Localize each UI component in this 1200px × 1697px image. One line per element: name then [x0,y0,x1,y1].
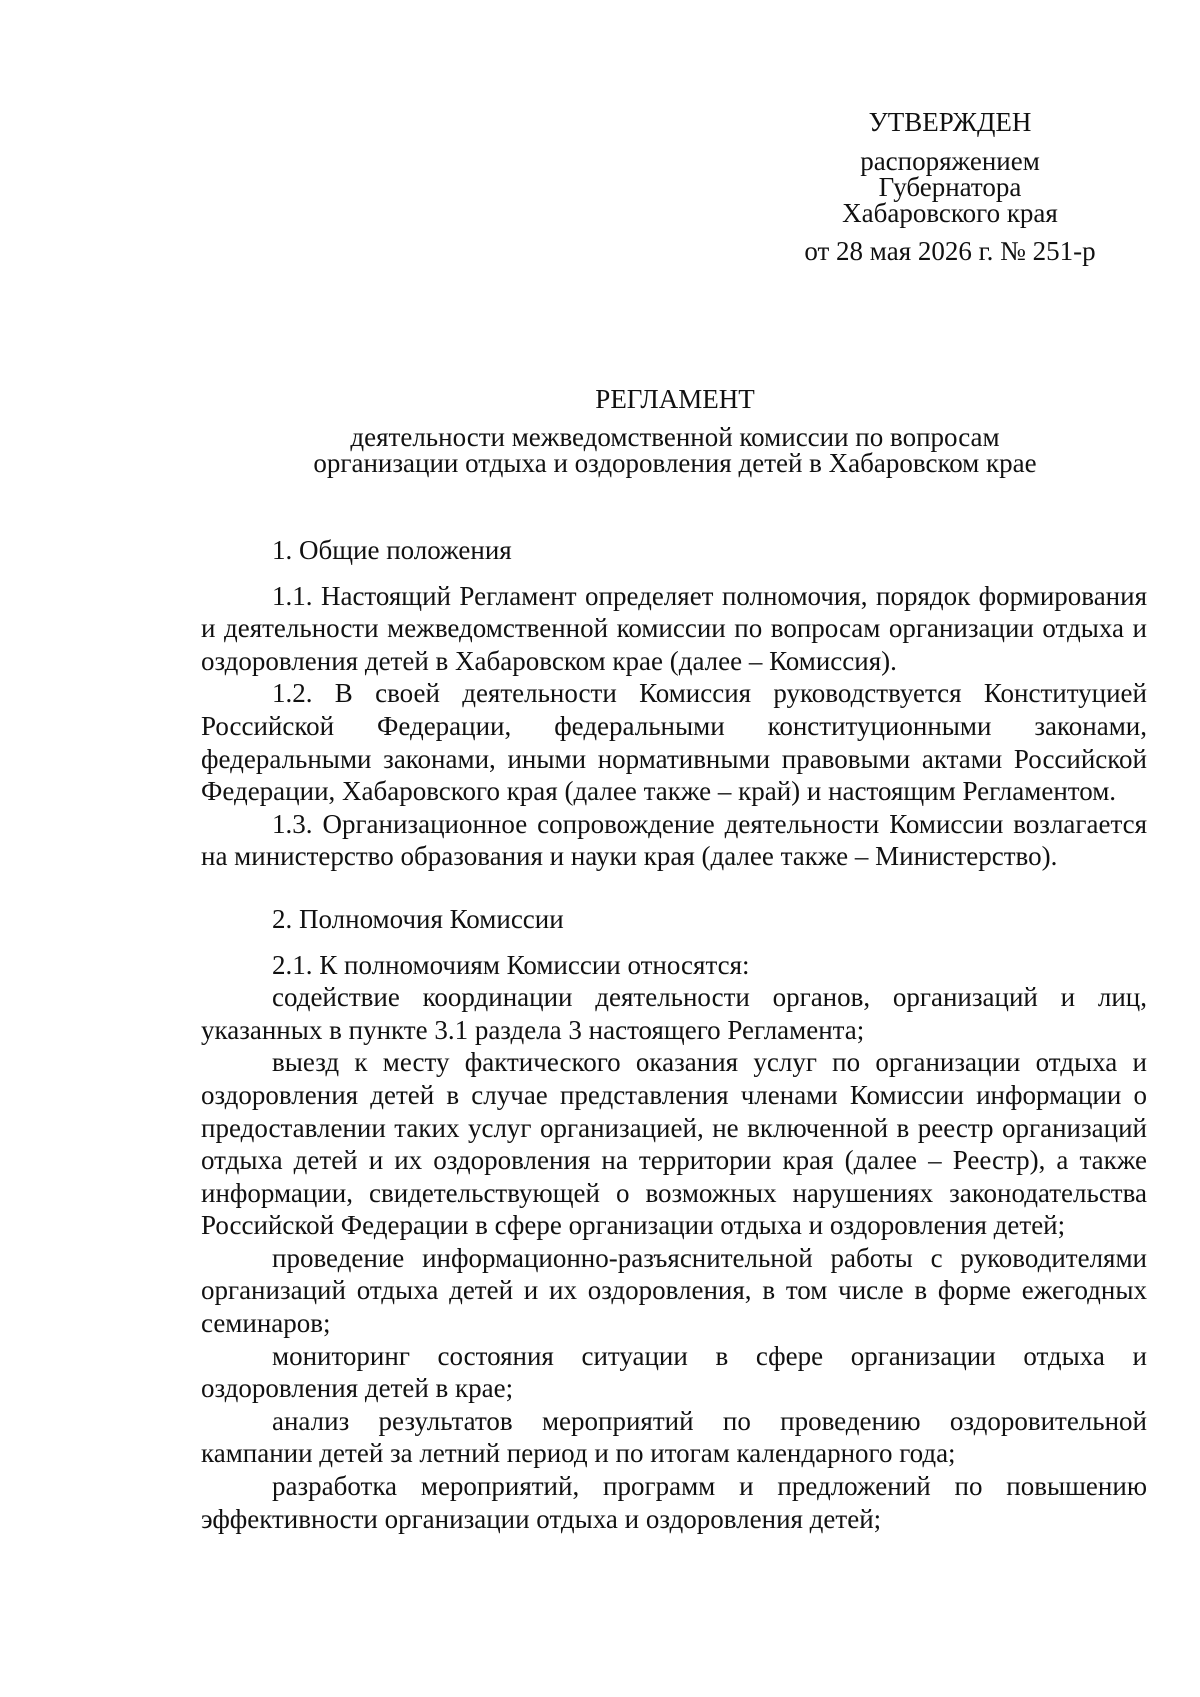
document-subtitle [200,424,1150,476]
paragraph-2-1: 2.1. К полномочиям Комиссии относятся: [272,949,750,980]
document-title: РЕГЛАМЕНТ [595,384,755,414]
document-subtitle-line-2: организации отдыха и оздоровления детей в Хабаровском крае [313,448,1037,478]
list-item: анализ результатов мероприятий по проведению оздоровительной кампании детей за летний период и по итогам календарного года; [201,1405,1147,1469]
list-item: проведение информационно-разъяснительной работы с руководителями организаций отдыха детей и их оздоровления, в том числе в форме ежегодных семинаров; [201,1242,1147,1339]
approval-line-governor: Губернатора [878,172,1022,202]
approval-title: УТВЕРЖДЕН [868,107,1032,137]
approval-date: от 28 мая 2026 г. № 251-р [804,236,1096,266]
list-item: выезд к месту фактического оказания услуг по организации отдыха и оздоровления детей в случае представления членами Комиссии информации о предоставлении таких услуг организацией, не включенной в реестр организаций отдыха детей и их оздоровления на территории края (далее – Реестр), а также информации, свидетельствующей о возможных нарушениях законодательства Российской Федерации в сфере организации отдыха и оздоровления детей; [201,1047,1147,1241]
section-1-heading: 1. Общие положения [272,535,512,565]
paragraph-1-2: 1.2. В своей деятельности Комиссия руководствуется Конституцией Российской Федерации, федеральными конституционными законами, федеральными законами, иными нормативными правовыми актами Российской Федерации, Хабаровского края (далее также – край) и настоящим Регламентом. [201,678,1147,807]
paragraph-1-3: 1.3. Организационное сопровождение деятельности Комиссии возлагается на министерство образования и науки края (далее также – Министерство). [201,808,1147,872]
paragraph-1-1: 1.1. Настоящий Регламент определяет полномочия, порядок формирования и деятельности межведомственной комиссии по вопросам организации отдыха и оздоровления детей в Хабаровском крае (далее – Комиссия). [201,580,1147,676]
approval-stamp [770,106,1130,266]
document-body [201,534,1147,1535]
approval-line-order: распоряжением [860,146,1040,176]
document-subtitle-line-1: деятельности межведомственной комиссии по вопросам [350,422,1000,452]
list-item: мониторинг состояния ситуации в сфере организации отдыха и оздоровления детей в крае; [201,1340,1147,1404]
section-2-heading: 2. Полномочия Комиссии [272,903,564,934]
list-item: разработка мероприятий, программ и предложений по повышению эффективности организации отдыха и оздоровления детей; [201,1471,1147,1534]
approval-line-region: Хабаровского края [842,198,1058,228]
list-item: содействие координации деятельности органов, организаций и лиц, указанных в пункте 3.1 раздела 3 настоящего Регламента; [201,982,1147,1045]
